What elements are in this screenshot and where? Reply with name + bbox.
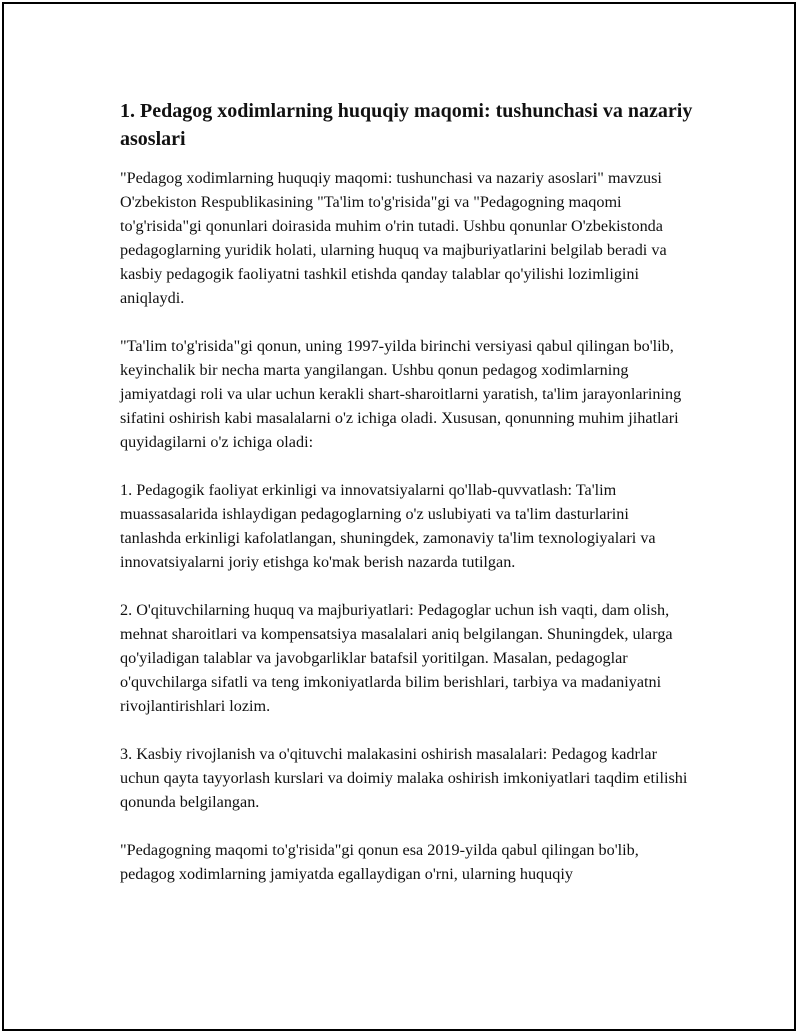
list-item: 3. Kasbiy rivojlanish va o'qituvchi malakasini oshirish masalalari: Pedagog kadrlar uchun qayta tayyorlash kurslari va doimiy malaka oshirish imkoniyatlari taqdim etilishi qonunda belgilangan. [120,745,688,811]
paragraph: "Pedagogning maqomi to'g'risida"gi qonun esa 2019-yilda qabul qilingan bo'lib, pedagog xodimlarning jamiyatda egallaydigan o'rni, ularning huquqiy [120,841,639,883]
section-title: 1. Pedagog xodimlarning huquqiy maqomi: tushunchasi va nazariy asoslari [120,100,693,150]
paragraph: "Ta'lim to'g'risida"gi qonun, uning 1997-yilda birinchi versiyasi qabul qilingan bo'lib, keyinchalik bir necha marta yangilangan. Ushbu qonun pedagog xodimlarning jamiyatdagi roli va ular uchun kerakli shart-sharoitlarni yaratish, ta'lim jarayonlarining sifatini oshirish kabi masalalarni o'z ichiga oladi. Xususan, qonunning muhim jihatlari quyidagilarni o'z ichiga oladi: [120,337,682,451]
list-item: 2. O'qituvchilarning huquq va majburiyatlari: Pedagoglar uchun ish vaqti, dam olish, mehnat sharoitlari va kompensatsiya masalalari aniq belgilangan. Shuningdek, ularga qo'yiladigan talablar va javobgarliklar batafsil yoritilgan. Masalan, pedagoglar o'quvchilarga sifatli va teng imkoniyatlarda bilim berishlari, tarbiya va madaniyatni rivojlantirishlari lozim. [120,601,673,715]
list-item: 1. Pedagogik faoliyat erkinligi va innovatsiyalarni qo'llab-quvvatlash: Ta'lim muassasalarida ishlaydigan pedagoglarning o'z uslubiyati va ta'lim dasturlarini tanlashda erkinligi kafolatlangan, shuningdek, zamonaviy ta'lim texnologiyalari va innovatsiyalarni joriy etishga ko'mak berish nazarda tutilgan. [120,481,656,571]
document-content [120,97,694,910]
paragraph: "Pedagog xodimlarning huquqiy maqomi: tushunchasi va nazariy asoslari" mavzusi O'zbekiston Respublikasining "Ta'lim to'g'risida"gi va "Pedagogning maqomi to'g'risida"gi qonunlari doirasida muhim o'rin tutadi. Ushbu qonunlar O'zbekistonda pedagoglarning yuridik holati, ularning huquq va majburiyatlarini belgilab beradi va kasbiy pedagogik faoliyatni tashkil etishda qanday talablar qo'yilishi lozimligini aniqlaydi. [120,169,667,307]
document-page [2,2,796,1031]
